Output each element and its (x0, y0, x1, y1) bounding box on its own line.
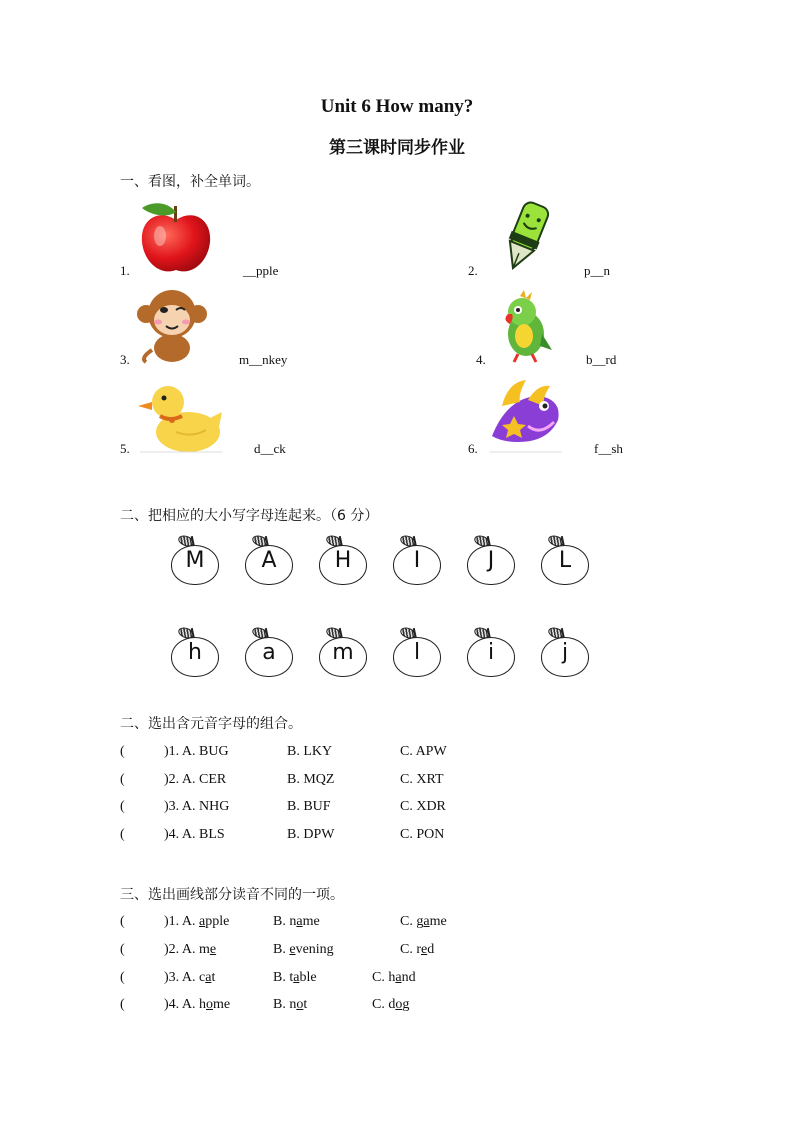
word-blank: m__nkey (239, 352, 288, 367)
letter: M (185, 548, 205, 573)
word-blank: p__n (584, 263, 610, 278)
option-b[interactable]: B. table (273, 970, 317, 985)
lowercase-apple-a[interactable] (244, 626, 294, 682)
duck-icon (136, 376, 226, 456)
letter: a (262, 640, 276, 665)
section2-heading: 二、把相应的大小写字母连起来。（6 分） (120, 508, 379, 524)
option-c[interactable]: C. XDR (400, 799, 446, 814)
lowercase-apple-m[interactable] (318, 626, 368, 682)
option-b[interactable]: B. name (273, 914, 320, 929)
answer-paren[interactable]: ( (120, 827, 125, 842)
section1-heading: 一、看图，补全单词。 (120, 174, 260, 190)
lowercase-apple-h[interactable] (170, 626, 220, 682)
uppercase-apple-h[interactable] (318, 534, 368, 590)
option-a[interactable]: )1. A. apple (164, 914, 230, 929)
option-c[interactable]: C. game (400, 914, 447, 929)
pen-icon (494, 198, 554, 276)
letter: m (332, 640, 354, 665)
option-c[interactable]: C. APW (400, 744, 447, 759)
item-number: 5. (120, 441, 130, 456)
option-a[interactable]: )4. A. BLS (164, 827, 225, 842)
option-b[interactable]: B. LKY (287, 744, 333, 759)
option-b[interactable]: B. evening (273, 942, 334, 957)
word-blank: __pple (243, 263, 279, 278)
uppercase-apple-m[interactable] (170, 534, 220, 590)
word-blank: f__sh (594, 441, 623, 456)
item-number: 3. (120, 352, 130, 367)
option-b[interactable]: B. not (273, 997, 308, 1012)
answer-paren[interactable]: ( (120, 914, 125, 929)
section4-heading: 三、选出画线部分读音不同的一项。 (120, 887, 344, 903)
answer-paren[interactable]: ( (120, 997, 125, 1012)
bird-icon (498, 290, 554, 364)
apple-icon (138, 198, 214, 276)
option-c[interactable]: C. hand (372, 970, 416, 985)
letter: L (558, 548, 572, 573)
option-a[interactable]: )3. A. cat (164, 970, 216, 985)
option-b[interactable]: B. DPW (287, 827, 335, 842)
word-blank: b__rd (586, 352, 617, 367)
word-blank: d__ck (254, 441, 286, 456)
answer-paren[interactable]: ( (120, 772, 125, 787)
lowercase-apple-i[interactable] (466, 626, 516, 682)
option-c[interactable]: C. XRT (400, 772, 444, 787)
item-number: 2. (468, 263, 478, 278)
item-number: 4. (476, 352, 486, 367)
fish-icon (488, 376, 564, 456)
letter: I (413, 548, 421, 573)
option-a[interactable]: )4. A. home (164, 997, 231, 1012)
uppercase-apple-l[interactable] (540, 534, 590, 590)
answer-paren[interactable]: ( (120, 970, 125, 985)
letter: l (413, 640, 421, 665)
letter: J (487, 548, 495, 573)
option-b[interactable]: B. MQZ (287, 772, 335, 787)
answer-paren[interactable]: ( (120, 799, 125, 814)
page-subtitle: 第三课时同步作业 (329, 138, 465, 158)
option-a[interactable]: )2. A. CER (164, 772, 227, 787)
monkey-icon (136, 288, 208, 364)
option-a[interactable]: )3. A. NHG (164, 799, 230, 814)
option-c[interactable]: C. dog (372, 997, 410, 1012)
lowercase-apple-j[interactable] (540, 626, 590, 682)
page-title: Unit 6 How many? (320, 96, 474, 117)
letter: h (188, 640, 202, 665)
option-c[interactable]: C. red (400, 942, 435, 957)
item-number: 6. (468, 441, 478, 456)
option-a[interactable]: )2. A. me (164, 942, 217, 957)
option-b[interactable]: B. BUF (287, 799, 331, 814)
letter: H (334, 548, 352, 573)
letter: A (261, 548, 277, 573)
lowercase-apple-l[interactable] (392, 626, 442, 682)
uppercase-apple-i[interactable] (392, 534, 442, 590)
letter: j (561, 640, 569, 665)
answer-paren[interactable]: ( (120, 744, 125, 759)
option-c[interactable]: C. PON (400, 827, 445, 842)
option-a[interactable]: )1. A. BUG (164, 744, 229, 759)
answer-paren[interactable]: ( (120, 942, 125, 957)
section3-heading: 二、选出含元音字母的组合。 (120, 716, 302, 732)
uppercase-apple-a[interactable] (244, 534, 294, 590)
item-number: 1. (120, 263, 130, 278)
uppercase-apple-j[interactable] (466, 534, 516, 590)
letter: i (487, 640, 495, 665)
